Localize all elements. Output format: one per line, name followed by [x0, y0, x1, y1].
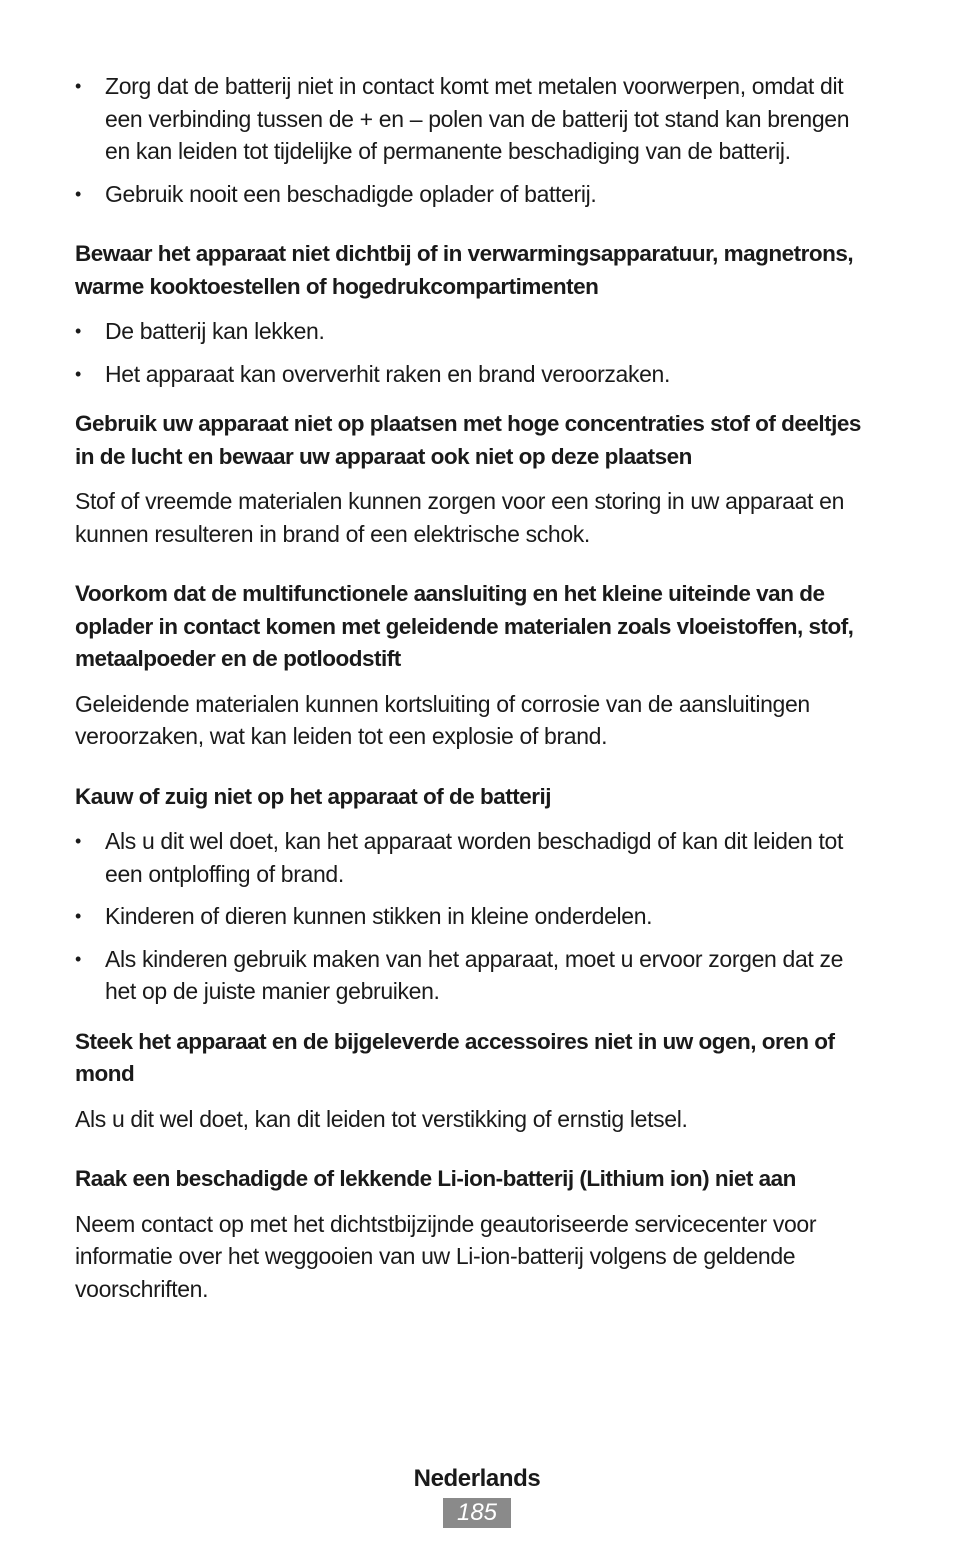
bullet-icon: • [75, 321, 81, 341]
bullet-item: • Gebruik nooit een beschadigde oplader of batterij. [75, 178, 880, 211]
bullet-item: • De batterij kan lekken. [75, 315, 880, 348]
section-li-ion-battery [75, 1163, 880, 1305]
section-dust [75, 408, 880, 550]
section-text: Stof of vreemde materialen kunnen zorgen voor een storing in uw apparaat en kunnen resulteren in brand of een elektrische schok. [75, 488, 845, 547]
section-chewing [75, 781, 880, 1008]
footer-language: Nederlands [413, 1465, 541, 1492]
section-text: Als u dit wel doet, kan dit leiden tot verstikking of ernstig letsel. [75, 1105, 688, 1132]
section-text: Geleidende materialen kunnen kortsluiting of corrosie van de aansluitingen veroorzaken, wat kan leiden tot een explosie of brand. [75, 690, 810, 749]
section-heading: Voorkom dat de multifunctionele aansluiting en het kleine uiteinde van de oplader in contact komen met geleidende materialen zoals vloeistoffen, stof, metaalpoeder en de potloodstift [75, 581, 854, 671]
page-number: 185 [443, 1498, 511, 1528]
section-bullet-list [75, 315, 880, 390]
section-text: Neem contact op met het dichtstbijzijnde geautoriseerde servicecenter voor informatie over het weggooien van uw Li-ion-batterij volgens de geldende voorschriften. [75, 1210, 817, 1302]
section-heading: Raak een beschadigde of lekkende Li-ion-batterij (Lithium ion) niet aan [75, 1166, 796, 1191]
bullet-icon: • [75, 948, 81, 969]
bullet-item: • Als u dit wel doet, kan het apparaat worden beschadigd of kan dit leiden tot een ontploffing of brand. [75, 825, 880, 890]
bullet-item: • Als kinderen gebruik maken van het apparaat, moet u ervoor zorgen dat ze het op de juiste manier gebruiken. [75, 943, 880, 1008]
bullet-item: • Kinderen of dieren kunnen stikken in kleine onderdelen. [75, 900, 880, 933]
bullet-icon: • [75, 906, 81, 926]
section-eyes-ears-mouth [75, 1026, 880, 1136]
bullet-item: • Zorg dat de batterij niet in contact komt met metalen voorwerpen, omdat dit een verbinding tussen de + en – polen van de batterij tot stand kan brengen en kan leiden tot tijdelijke of permanente beschadiging van de batterij. [75, 70, 880, 168]
section-conductive-materials [75, 578, 880, 753]
bullet-icon: • [75, 831, 81, 851]
section-heat-sources [75, 238, 880, 390]
section-heading: Gebruik uw apparaat niet op plaatsen met hoge concentraties stof of deeltjes in de lucht en bewaar uw apparaat ook niet op deze plaatsen [75, 411, 861, 469]
section-bullet-list [75, 825, 880, 1008]
bullet-item: • Het apparaat kan oververhit raken en brand veroorzaken. [75, 358, 880, 391]
section-heading: Bewaar het apparaat niet dichtbij of in verwarmingsapparatuur, magnetrons, warme kooktoestellen of hogedrukcompartimenten [75, 241, 854, 299]
intro-bullet-list [75, 70, 880, 210]
section-heading: Steek het apparaat en de bijgeleverde accessoires niet in uw ogen, oren of mond [75, 1028, 835, 1086]
document-body [75, 70, 880, 1305]
bullet-icon: • [75, 363, 81, 384]
section-heading: Kauw of zuig niet op het apparaat of de batterij [75, 783, 552, 809]
page-footer [0, 1462, 954, 1528]
bullet-icon: • [75, 76, 81, 96]
bullet-icon: • [75, 183, 81, 204]
